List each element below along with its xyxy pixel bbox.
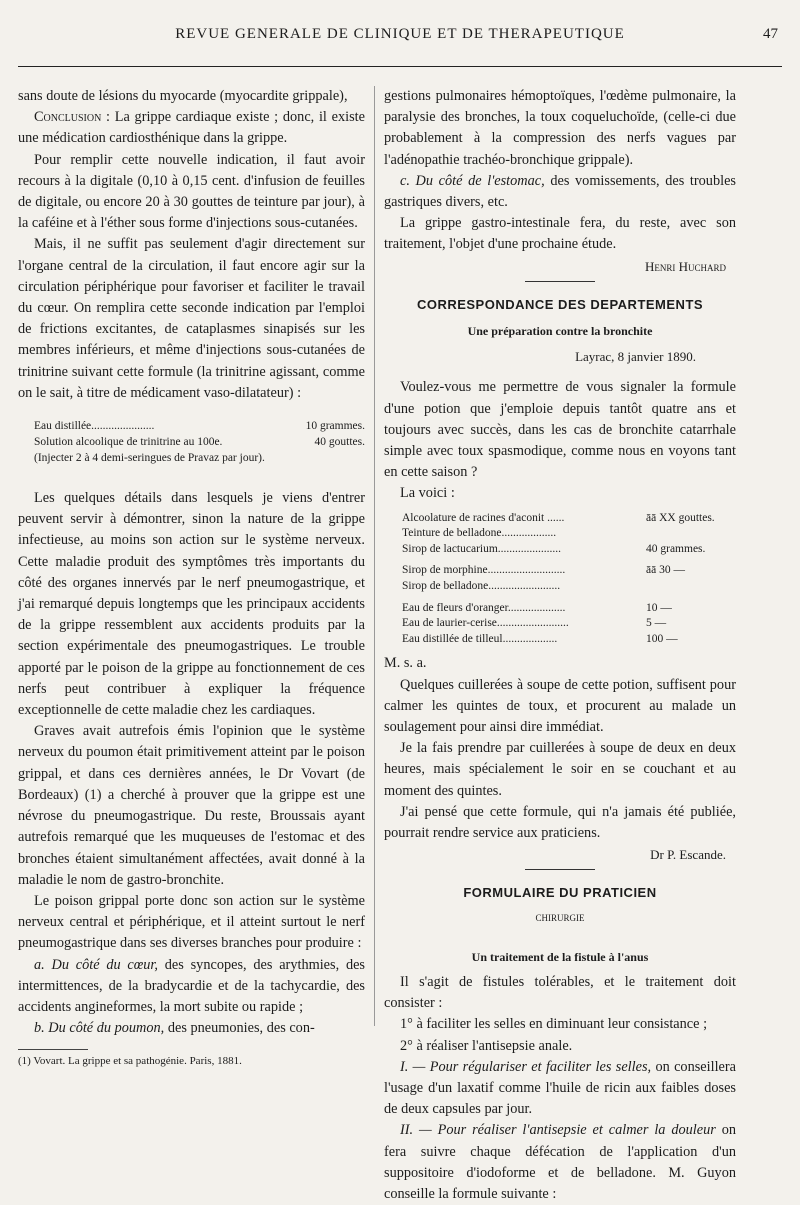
recipe-row (402, 563, 736, 579)
recipe-end: M. s. a. (384, 655, 427, 672)
list-text: des pneumonies, des con- (167, 1020, 315, 1037)
paragraph: La voici : (400, 485, 455, 502)
list-item (18, 955, 365, 1019)
list-text: des vomissements, des troubles gastriques divers, etc. (384, 172, 736, 211)
paragraph: Les quelques détails dans lesquels je viens d'entrer peuvent servir à démontrer, sinon la nature de la grippe infectieuse, au moins son action sur le système nerveux. Cette maladie produit des symptômes très importants du côté des organes innervés par le nerf pneumogastrique, et j'ai remarqué depuis longtemps que les principaux accidents de la grippe ressemblent aux accidents produits par la section expérimentale des pneumogastriques. Le trouble apporté par le poison de la grippe au fonctionnement de ces nerfs peut contribuer à expliquer la fréquence exceptionnelle de cette maladie chez les cardiaques. (18, 490, 365, 719)
list-text: on fera suivre chaque défécation de l'application d'un suppositoire d'iodoforme et de belladone. M. Guyon conseille la formule suivante : (384, 1122, 736, 1203)
recipe-row (402, 632, 736, 648)
section-rule (525, 281, 595, 282)
paragraph: Il s'agit de fistules tolérables, et le traitement doit consister : (384, 974, 736, 1012)
recipe-ingredient: Sirop de belladone......................... (402, 580, 561, 593)
list-label: c. Du côté de l'estomac, (400, 172, 545, 189)
conclusion-paragraph (18, 107, 365, 149)
header-rule (18, 66, 782, 67)
article-title: Une préparation contre la bronchite (467, 324, 653, 339)
recipe-row (402, 601, 736, 617)
list-text: des syncopes, des arythmies, des intermittences, de la bradycardie et de la tachycardie, des accidents angineformes, la mort subite ou rapide ; (18, 956, 365, 1015)
paragraph (384, 1120, 736, 1205)
section-title: FORMULAIRE DU PRATICIEN (463, 885, 657, 901)
list-text: on conseillera l'usage d'un laxatif comme l'huile de ricin aux faibles doses de deux capsules par jour. (384, 1058, 737, 1118)
recipe-row (402, 542, 736, 558)
bronchitis-recipe (402, 511, 736, 648)
recipe-row (402, 579, 736, 595)
author-signature: Henri Huchard (644, 258, 726, 274)
formula-quantity: 40 gouttes. (314, 436, 365, 449)
paragraph: Mais, il ne suffit pas seulement d'agir directement sur l'organe central de la circulation, il faut encore agir sur la circulation périphérique pour favoriser et faciliter le travail du cœur. On remplira cette seconde indication par l'emploi de frictions excitantes, de cataplasmes sinapisés sur les membres inférieurs, et même d'injections sous-cutanées de trinitrine suivant cette formule (la trinitrine agissant, comme on le sait, à titre de médicament vaso-dilatateur) : (18, 236, 365, 401)
formula-ingredient: Solution alcoolique de trinitrine au 100e. (34, 436, 223, 449)
section-rule (525, 869, 595, 870)
list-item (384, 171, 736, 213)
recipe-ingredient: Eau distillée de tilleul................... (402, 632, 558, 645)
recipe-ingredient: Sirop de lactucarium...................... (402, 542, 562, 555)
list-item: 1° à faciliter les selles en diminuant leur consistance ; (400, 1016, 708, 1033)
paragraph: Quelques cuillerées à soupe de cette potion, suffisent pour calmer les quintes de toux, et procurent au malade un soulagement pour ainsi dire immédiat. (384, 676, 736, 736)
list-label: I. — Pour régulariser et faciliter les selles, (400, 1058, 652, 1075)
recipe-quantity: 5 — (646, 617, 667, 630)
author-signature: Dr P. Escande. (650, 847, 726, 863)
paragraph: Pour remplir cette nouvelle indication, il faut avoir recours à la digitale (0,10 à 0,15 cent. d'infusion de feuilles de digitale, ou encore 20 à 30 gouttes de teinture par jour), à la caféine et à l'éther sous forme d'injections sous-cutanées. (18, 151, 365, 232)
formula-note: (Injecter 2 à 4 demi-seringues de Pravaz par jour). (34, 452, 265, 465)
section-title: CORRESPONDANCE DES DEPARTEMENTS (416, 296, 704, 312)
recipe-quantity (646, 526, 736, 542)
list-label: a. Du côté du cœur, (34, 956, 158, 973)
recipe-quantity: 10 — (646, 601, 672, 614)
recipe-ingredient: Alcoolature de racines d'aconit ...... (402, 511, 565, 524)
recipe-row (402, 526, 736, 542)
conclusion-text: La grippe cardiaque existe ; donc, il existe une médication cardiosthénique dans la grippe. (18, 109, 365, 147)
list-item (18, 1018, 365, 1039)
trinitrine-formula (34, 418, 365, 466)
formula-quantity: 10 grammes. (305, 420, 365, 433)
paragraph: gestions pulmonaires hémoptoïques, l'œdème pulmonaire, la paralysie des bronches, la toux coqueluchoïde, (celle-ci due probablement à la compression des nerfs vagues par l'adénopathie trachéo-bronchique grippale). (384, 88, 736, 168)
dateline: Layrac, 8 janvier 1890. (575, 349, 696, 365)
recipe-quantity (646, 579, 736, 595)
left-column (18, 86, 365, 1068)
paragraph: Je la fais prendre par cuillerées à soupe de deux en deux heures, mais spécialement le soir en se couchant et au moment des quintes. (384, 740, 736, 799)
column-divider (374, 86, 375, 1026)
journal-title: REVUE GENERALE DE CLINIQUE ET DE THERAPEUTIQUE (175, 26, 625, 42)
list-label: b. Du côté du poumon, (34, 1020, 165, 1037)
paragraph: Le poison grippal porte donc son action sur le système nerveux central et périphérique, et il atteint surtout le nerf pneumogastrique dans ses diverses branches pour produire : (18, 892, 365, 952)
conclusion-label: Conclusion : (34, 109, 111, 126)
recipe-quantity: 100 — (646, 632, 678, 645)
article-title: Un traitement de la fistule à l'anus (471, 949, 649, 964)
paragraph: La grippe gastro-intestinale fera, du reste, avec son traitement, l'objet d'une prochaine étude. (384, 215, 736, 253)
paragraph: Voulez-vous me permettre de vous signaler la formule d'une potion que j'emploie depuis tantôt quatre ans et toujours avec succès, dans les cas de bronchite catarrhale simple avec toux spasmodique, comme nous en voyons tant en cette saison ? (384, 379, 736, 481)
recipe-row (402, 511, 736, 527)
recipe-ingredient: Eau de laurier-cerise......................... (402, 617, 569, 630)
recipe-ingredient: Sirop de morphine........................... (402, 564, 566, 577)
list-label: II. — Pour réaliser l'antisepsie et calmer la douleur (400, 1122, 716, 1139)
section-category: CHIRURGIE (535, 912, 585, 923)
footnote: (1) Vovart. La grippe et sa pathogénie. Paris, 1881. (18, 1055, 242, 1068)
recipe-row (402, 616, 736, 632)
right-column (384, 86, 736, 1205)
recipe-ingredient: Teinture de belladone................... (402, 527, 557, 540)
recipe-quantity: 40 grammes. (646, 542, 706, 555)
recipe-ingredient: Eau de fleurs d'oranger.................... (402, 601, 566, 614)
paragraph: J'ai pensé que cette formule, qui n'a jamais été publiée, pourrait rendre service aux praticiens. (384, 803, 736, 842)
formula-row (34, 434, 365, 450)
running-header (18, 24, 782, 52)
formula-row (34, 418, 365, 434)
paragraph: Graves avait autrefois émis l'opinion que le système nerveux du poumon était primitivement atteint par le poison grippal, et dans ces dernières années, le Dr Vovart (de Bordeaux) (1) a cherché à prouver que la grippe est une névrose du pneumogastrique. Du reste, Broussais ayant autrefois remarqué que les muqueuses de l'estomac et des bronches étaient simultanément affectées, avait donné à la maladie le nom de gastro-bronchite. (18, 723, 365, 888)
recipe-quantity: āā 30 — (646, 564, 685, 577)
recipe-quantity: āā XX gouttes. (646, 511, 715, 524)
formula-ingredient: Eau distillée...................... (34, 420, 155, 433)
list-item: 2° à réaliser l'antisepsie anale. (400, 1037, 573, 1054)
paragraph (384, 1057, 736, 1121)
paragraph: sans doute de lésions du myocarde (myocardite grippale), (18, 88, 348, 104)
page-number: 47 (763, 26, 778, 42)
